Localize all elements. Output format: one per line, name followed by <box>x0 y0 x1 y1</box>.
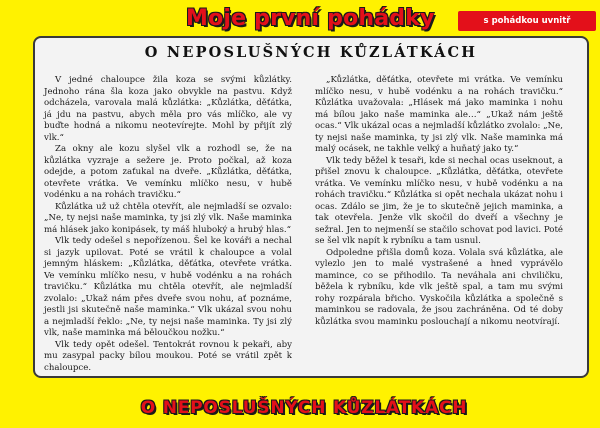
paragraph: Vlk tedy odešel s nepořízenou. Šel ke kováři a nechal si jazyk upilovat. Poté se vrátil k chaloupce a volal jemným hláskem: „Kůzlátka, děťátka, otevřete vrátka. Ve vemínku mlíčko nesu, v hubě vodénku a na rohách travičku.“ Kůzlátka mu chtěla otevřít, ale nejmladší zvolalo: „Ukaž nám přes dveře svou nohu, ať poznáme, jestli jsi skutečně naše maminka.“ Vlk ukázal svou nohu a nejmladší řeklo: „Ne, ty nejsi naše maminka. Ty jsi zlý vlk, naše maminka má běloučkou nožku.“ <box>44 236 292 338</box>
paragraph: Kůzlátka už už chtěla otevřít, ale nejmladší se ozvalo: „Ne, ty nejsi naše maminka, ty jsi zlý vlk. Naše maminka má hlásek jako konipásek, ty máš hluboký a hrubý hlas.“ <box>44 201 292 235</box>
paragraph: Za okny ale kozu slyšel vlk a rozhodl se, že na kůzlátka vyzraje a sežere je. Proto počkal, až koza odejde, a potom zaťukal na dveře. „Kůzlátka, děťátka, otevřete vrátka. Ve vemínku mlíčko nesu, v hubě vodénku a na rohách travičku.“ <box>44 144 292 200</box>
paragraph: „Kůzlátka, děťátka, otevřete mi vrátka. Ve vemínku mlíčko nesu, v hubě vodénku a na rohách travičku.“ Kůzlátka uvažovala: „Hlásek má jako maminka i nohu má bílou jako naše maminka ale…“ „Ukaž nám ještě ocas.“ Vlk ukázal ocas a nejmladší kůzlátko zvolalo: „Ne, ty nejsi naše maminka, ty jsi zlý vlk. Naše maminka má malý ocásek, ne takhle velký a huňatý jako ty.“ <box>315 75 563 154</box>
paragraph: V jedné chaloupce žila koza se svými kůzlátky. Jednoho rána šla koza jako obvykle na pastvu. Když odcházela, varovala malá kůzlátka: „Kůzlátka, děťátka, já jdu na pastvu, abych měla pro vás mlíčko, ale vy buďte hodná a nikomu neotevírejte. Mohl by přijít zlý vlk.“ <box>44 75 292 143</box>
paragraph: Vlk tedy opět odešel. Tentokrát rovnou k pekaři, aby mu zasypal packy bílou moukou. Poté se vrátil zpět k chaloupce. <box>44 339 292 373</box>
paragraph: Odpoledne přišla domů koza. Volala svá kůzlátka, ale vylezlo jen to malé vystrašené a hned vyprávělo mamince, co se přihodilo. Ta neváhala ani chviličku, běžela k rybníku, kde vlk ještě spal, a tam mu svými rohy rozpárala břicho. Vyskočila kůzlátka a společně s maminkou se radovala, že jsou zachráněna. Od té doby kůzlátka svou maminku poslouchají a nikomu neotvírají. <box>315 247 563 327</box>
story-inside-badge: s pohádkou uvnitř <box>458 11 596 31</box>
story-panel <box>33 36 589 378</box>
footer-title: O NEPOSLUŠNÝCH KŮZLÁTKÁCH <box>140 398 468 418</box>
right-column <box>315 75 563 328</box>
story-title: O NEPOSLUŠNÝCH KŮZLÁTKÁCH <box>144 44 478 61</box>
series-title: Moje první pohádky <box>186 6 435 31</box>
paragraph: Vlk tedy běžel k tesaři, kde si nechal ocas useknout, a přišel znovu k chaloupce. „Kůzlátka, děťátka, otevřete vrátka. Ve vemínku mlíčko nesu, v hubě vodénku a na rohách travičku.“ Kůzlátka si opět nechala ukázat nohu i ocas. Zdálo se jim, že je to skutečně jejich maminka, a tak otevřela. Jenže vlk skočil do dveří a všechny je sežral. Jen to nejmenší se stačilo schovat pod lavici. Poté se šel vlk napít k rybníku a tam usnul. <box>315 155 563 246</box>
left-column <box>44 75 292 374</box>
